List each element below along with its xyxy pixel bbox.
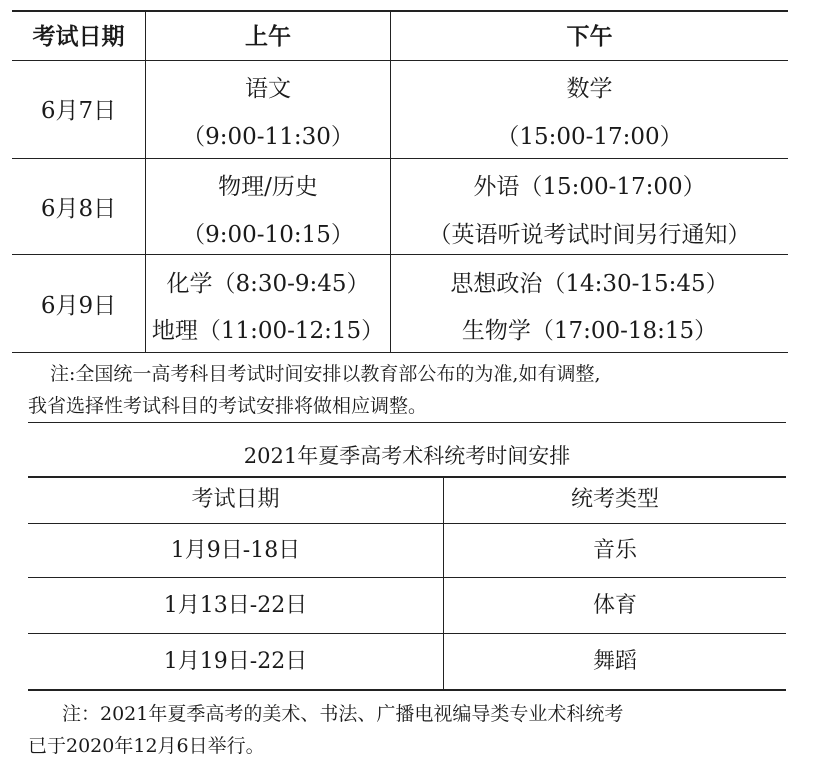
afternoon-note: （英语听说考试时间另行通知） xyxy=(428,222,751,248)
table-row-type: 音乐 xyxy=(592,538,637,563)
morning-subject: 物理/历史 xyxy=(218,174,318,200)
afternoon-time: （15:00-17:00） xyxy=(496,124,683,150)
table-border-top xyxy=(28,476,786,478)
afternoon-subject: 思想政治（14:30-15:45） xyxy=(450,271,729,297)
row-divider xyxy=(28,577,786,578)
row-date: 6月8日 xyxy=(40,196,117,222)
table-row-type: 舞蹈 xyxy=(592,649,637,674)
header-morning: 上午 xyxy=(245,23,291,50)
header-type: 统考类型 xyxy=(570,487,659,512)
art-exam-title: 2021年夏季高考术科统考时间安排 xyxy=(243,444,571,468)
header-divider xyxy=(28,523,786,524)
table-border-bottom xyxy=(28,689,786,691)
row-date: 6月7日 xyxy=(40,98,117,124)
note-underline xyxy=(28,422,786,423)
morning-time: （9:00-11:30） xyxy=(182,124,354,150)
header-divider xyxy=(12,60,788,61)
header-afternoon: 下午 xyxy=(566,23,613,50)
art-exam-note-line: 已于2020年12月6日举行。 xyxy=(28,735,265,757)
afternoon-subject: 数学 xyxy=(566,76,613,102)
row-divider xyxy=(28,633,786,634)
table-border-bottom xyxy=(12,352,788,353)
afternoon-subject: 生物学（17:00-18:15） xyxy=(461,318,718,344)
table-row-date: 1月19日-22日 xyxy=(163,649,308,674)
schedule-note-line: 我省选择性考试科目的考试安排将做相应调整。 xyxy=(28,395,428,417)
morning-subject: 地理（11:00-12:15） xyxy=(151,318,385,344)
table-row-date: 1月9日-18日 xyxy=(170,538,301,563)
morning-subject: 语文 xyxy=(245,76,291,102)
morning-time: （9:00-10:15） xyxy=(182,222,354,248)
row-divider xyxy=(12,158,788,159)
art-exam-note-line: 注：2021年夏季高考的美术、书法、广播电视编导类专业术科统考 xyxy=(62,703,624,725)
table-border-top xyxy=(12,10,788,12)
table-row-type: 体育 xyxy=(592,593,637,618)
table-row-date: 1月13日-22日 xyxy=(163,593,308,618)
header-date: 考试日期 xyxy=(32,23,125,50)
afternoon-subject: 外语（15:00-17:00） xyxy=(473,174,706,200)
row-divider xyxy=(12,254,788,255)
row-date: 6月9日 xyxy=(40,293,117,319)
header-date: 考试日期 xyxy=(191,487,280,512)
schedule-note-line: 注:全国统一高考科目考试时间安排以教育部公布的为准,如有调整, xyxy=(50,363,601,385)
morning-subject: 化学（8:30-9:45） xyxy=(166,271,370,297)
